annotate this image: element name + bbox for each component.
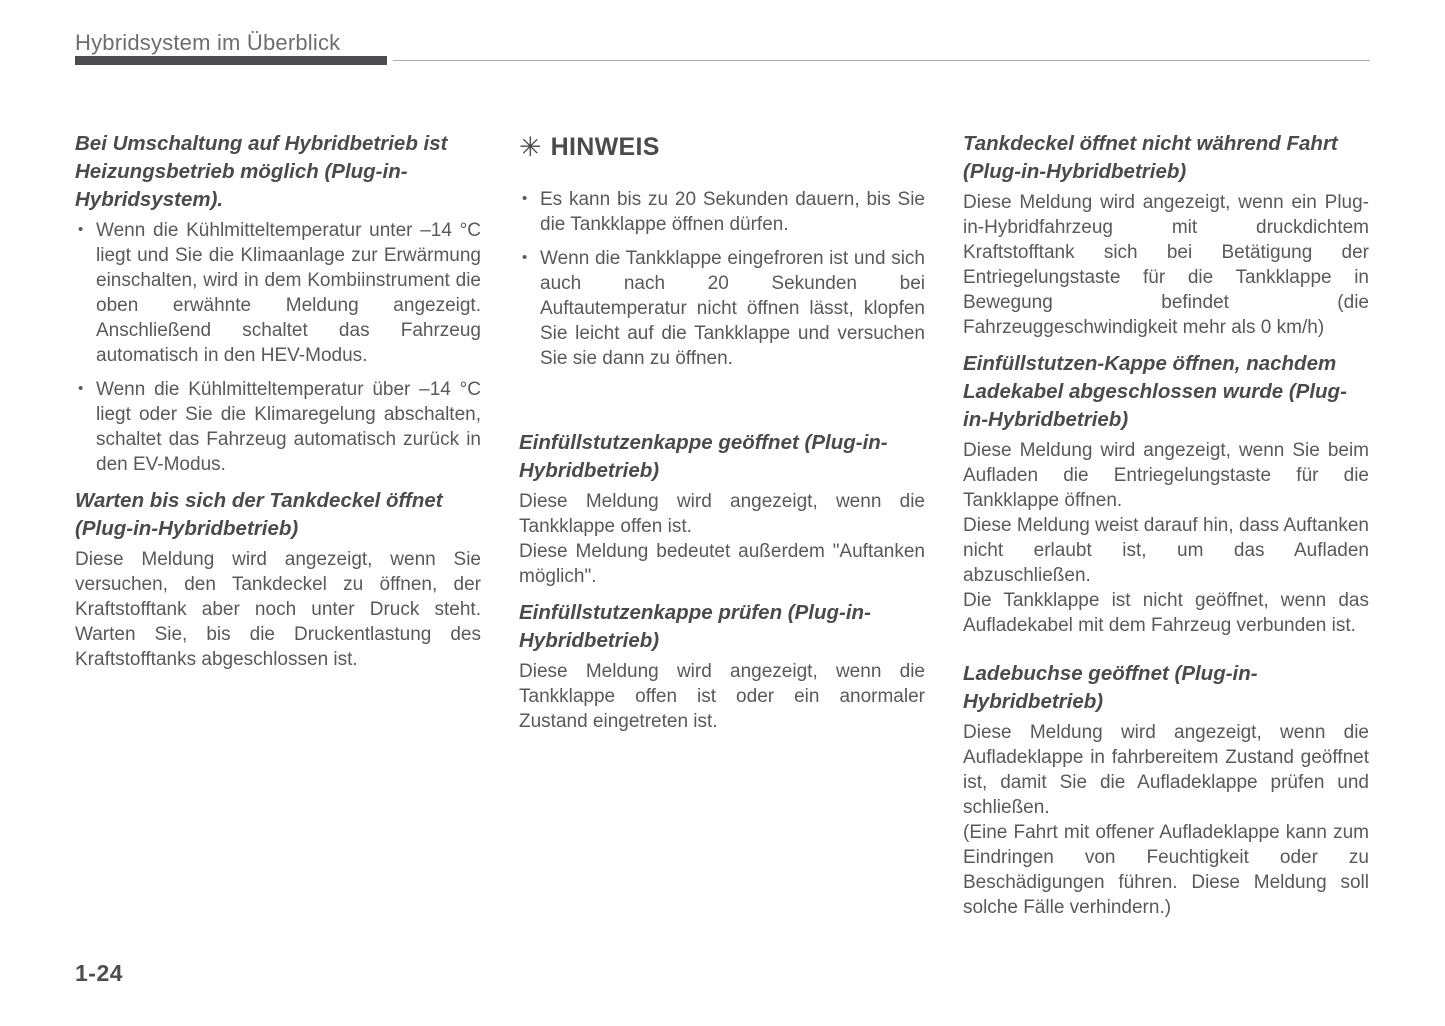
paragraph: (Eine Fahrt mit offener Aufladeklappe kann zum Eindringen von Feuchtigkeit oder zu Beschädigungen führen. Diese Meldung soll solche Fälle verhindern.) — [963, 822, 1369, 918]
page-number: 1-24 — [75, 960, 124, 986]
paragraph: Die Tankklappe ist nicht geöffnet, wenn das Aufladekabel mit dem Fahrzeug verbunden ist. — [963, 590, 1369, 636]
bullet-item: • Wenn die Kühlmitteltemperatur über –14 °C liegt oder Sie die Klimaregelung abschalten, schaltet das Fahrzeug automatisch zurück in den EV-Modus. — [75, 377, 481, 477]
bullet-item: • Wenn die Tankklappe eingefroren ist und sich auch nach 20 Sekunden bei Auftautemperatur nicht öffnen lässt, klopfen Sie leicht auf die Tankklappe und versuchen Sie sie dann zu öffnen. — [519, 246, 925, 371]
section-heading-kappe-oeffnen-ladekabel: Einfüllstutzen-Kappe öffnen, nachdem Ladekabel abgeschlossen wurde (Plug-in-Hybridbetrieb) — [963, 352, 1347, 431]
header-rule-thick — [75, 56, 387, 65]
paragraph: Diese Meldung wird angezeigt, wenn die Tankklappe offen ist oder ein anormaler Zustand eingetreten ist. — [519, 661, 925, 732]
content-columns — [75, 130, 1370, 920]
paragraph: Diese Meldung wird angezeigt, wenn ein Plug-in-Hybridfahrzeug mit druckdichtem Kraftstofftank sich bei Betätigung der Entriegelungstaste für die Tankklappe in Bewegung befindet (die Fahrzeuggeschwindigkeit mehr als 0 km/h) — [963, 192, 1369, 338]
section-heading-ladebuchse: Ladebuchse geöffnet (Plug-in-Hybridbetrieb) — [963, 662, 1258, 713]
paragraph: Diese Meldung wird angezeigt, wenn die Aufladeklappe in fahrbereitem Zustand geöffnet ist, damit Sie die Aufladeklappe prüfen und schließen. — [963, 722, 1369, 818]
paragraph: Diese Meldung weist darauf hin, dass Auftanken nicht erlaubt ist, um das Aufladen abzuschließen. — [963, 515, 1369, 586]
notice-title: HINWEIS — [550, 133, 660, 161]
header-rule — [75, 54, 1370, 66]
column-3 — [963, 130, 1369, 920]
chapter-title: Hybridsystem im Überblick — [75, 30, 341, 55]
paragraph: Diese Meldung wird angezeigt, wenn die Tankklappe offen ist. — [519, 491, 925, 537]
paragraph: Diese Meldung bedeutet außerdem "Auftanken möglich". — [519, 541, 925, 587]
paragraph: Diese Meldung wird angezeigt, wenn Sie beim Aufladen die Entriegelungstaste für die Tankklappe öffnen. — [963, 440, 1369, 511]
section-heading-tankdeckel-fahrt: Tankdeckel öffnet nicht während Fahrt (Plug-in-Hybridbetrieb) — [963, 132, 1338, 183]
column-2 — [519, 130, 925, 920]
paragraph: Diese Meldung wird angezeigt, wenn Sie versuchen, den Tankdeckel zu öffnen, der Kraftstofftank aber noch unter Druck steht. Warten Sie, bis die Druckentlastung des Kraftstofftanks abgeschlossen ist. — [75, 549, 481, 670]
section-heading-hybridbetrieb: Bei Umschaltung auf Hybridbetrieb ist Heizungsbetrieb möglich (Plug-in-Hybridsystem). — [75, 132, 448, 211]
header-rule-thin — [393, 60, 1370, 61]
notice-header — [519, 134, 925, 161]
asterisk-notice-icon: ✳ — [519, 132, 542, 162]
bullet-item: • Wenn die Kühlmitteltemperatur unter –14 °C liegt und Sie die Klimaanlage zur Erwärmung einschalten, wird in dem Kombiinstrument die oben erwähnte Meldung angezeigt. Anschließend schaltet das Fahrzeug automatisch in den HEV-Modus. — [75, 218, 481, 368]
bullet-item: • Es kann bis zu 20 Sekunden dauern, bis Sie die Tankklappe öffnen dürfen. — [519, 187, 925, 237]
section-heading-kappe-pruefen: Einfüllstutzenkappe prüfen (Plug-in-Hybridbetrieb) — [519, 601, 871, 652]
section-heading-tankdeckel-warten: Warten bis sich der Tankdeckel öffnet (Plug-in-Hybridbetrieb) — [75, 489, 443, 540]
section-heading-kappe-geoeffnet: Einfüllstutzenkappe geöffnet (Plug-in-Hybridbetrieb) — [519, 431, 888, 482]
column-1 — [75, 130, 481, 920]
page-header — [75, 30, 1370, 66]
